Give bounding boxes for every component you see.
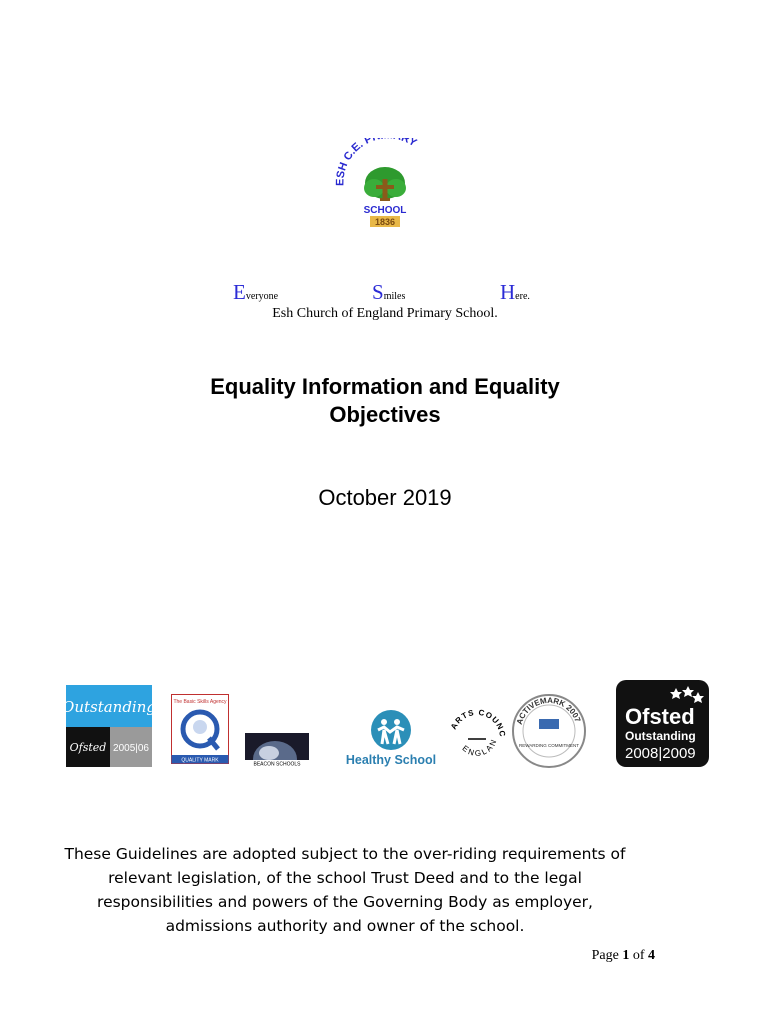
outstanding-logo-years-text: 2005|06 (113, 743, 149, 754)
crest-arc-text: ESH C.E. P RY (334, 138, 419, 187)
arts-council-england-logo (446, 708, 508, 766)
arts-council-bottom-text: ENGLAN (460, 736, 499, 759)
healthy-school-text: Healthy School (345, 753, 437, 767)
beacon-logo-text: BEACON SCHOOLS (253, 761, 301, 766)
activemark-bottom-text: REWARDING COMMITMENT (518, 743, 580, 748)
quality-mark-bottom-text: QUALITY MARK (181, 757, 219, 764)
ofsted-years-text: 2008|2009 (625, 745, 696, 762)
healthy-school-logo (342, 708, 440, 770)
document-date: October 2019 (318, 485, 452, 510)
beacon-schools-logo (245, 733, 309, 766)
guidelines-paragraph: These Guidelines are adopted subject to the over-riding requirements of relevant legislation, of the school Trust Deed and to the legal responsibilities and powers of the Governing Body as employer, admissions authority and owner of the school. (64, 845, 626, 935)
crest-school-text: SCHOOL (363, 205, 407, 216)
outstanding-logo-top-text: Outstanding (66, 698, 152, 716)
activemark-2007-logo (511, 693, 587, 769)
basic-skills-quality-mark-logo (171, 694, 229, 764)
ofsted-outstanding-2008-logo (616, 680, 709, 767)
arts-council-top-text: ARTS COUNC (449, 708, 508, 738)
motto-everyone: Everyone (233, 280, 279, 304)
outstanding-logo-ofsted-text: Ofsted (69, 741, 107, 754)
school-name: Esh Church of England Primary School. (272, 306, 498, 321)
ofsted-brand-text: Ofsted (625, 704, 695, 729)
ofsted-outstanding-2005-logo (66, 685, 152, 767)
page-number: Page 1 of 4 (591, 948, 655, 963)
activemark-top-text: ACTIVEMARK 2007 (514, 695, 583, 726)
quality-mark-top-text: The Basic Skills Agency (173, 699, 227, 705)
motto-smiles: Smiles (372, 280, 406, 304)
ofsted-outstanding-text: Outstanding (625, 729, 696, 743)
crest-year-text: 1836 (374, 217, 396, 227)
motto-here: Here. (500, 280, 530, 304)
school-crest-logo (330, 138, 440, 230)
document-title: Equality Information and Equality Objectives (210, 374, 560, 427)
